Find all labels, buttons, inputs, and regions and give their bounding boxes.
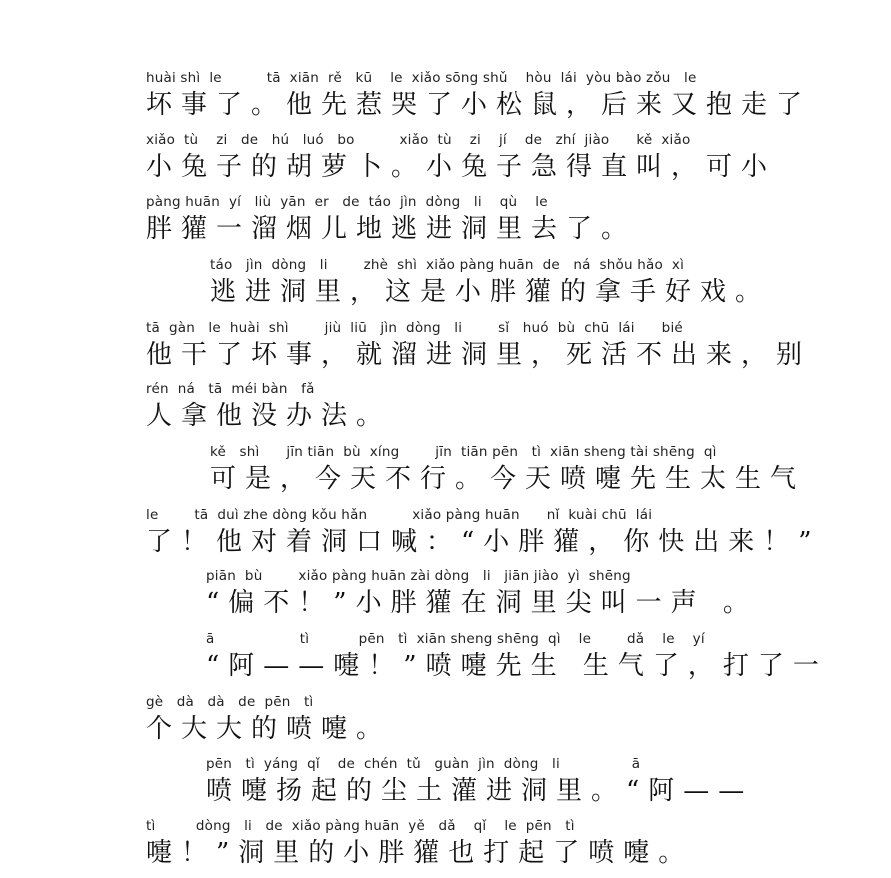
pinyin-line: gè dà dà de pēn tì <box>146 694 314 710</box>
pinyin-line: pàng huān yí liù yān er de táo jìn dòng li qù le <box>146 194 548 210</box>
hanzi-line: 个大大的喷嚏。 <box>146 714 392 744</box>
hanzi-line: 他干了坏事，就溜进洞里，死活不出来，别 <box>146 340 812 370</box>
hanzi-line: 嚏！”洞里的小胖獾也打起了喷嚏。 <box>146 838 694 868</box>
pinyin-line: le tā duì zhe dòng kǒu hǎn xiǎo pàng huān nǐ kuài chū lái <box>146 507 653 523</box>
pinyin-line: ā tì pēn tì xiān sheng shēng qì le dǎ le yí <box>206 631 705 647</box>
pinyin-line: piān bù xiǎo pàng huān zài dòng li jiān jiào yì shēng <box>206 568 631 584</box>
hanzi-line: 可是，今天不行。今天喷嚏先生太生气 <box>210 464 806 494</box>
hanzi-line: 逃进洞里，这是小胖獾的拿手好戏。 <box>210 277 771 307</box>
hanzi-line: 坏事了。他先惹哭了小松鼠，后来又抱走了 <box>146 90 812 120</box>
pinyin-line: huài shì le tā xiān rě kū le xiǎo sōng shǔ hòu lái yòu bào zǒu le <box>146 70 697 86</box>
hanzi-line: “阿——嚏！”喷嚏先生 生气了，打了一 <box>206 651 828 681</box>
pinyin-line: tì dòng li de xiǎo pàng huān yě dǎ qǐ le pēn tì <box>146 818 575 834</box>
pinyin-line: táo jìn dòng li zhè shì xiǎo pàng huān de ná shǒu hǎo xì <box>210 257 685 273</box>
hanzi-line: 喷嚏扬起的尘土灌进洞里。“阿—— <box>206 776 754 806</box>
hanzi-line: “偏不！”小胖獾在洞里尖叫一声 。 <box>206 588 758 618</box>
hanzi-line: 小兔子的胡萝卜。小兔子急得直叫，可小 <box>146 152 777 182</box>
pinyin-line: kě shì jīn tiān bù xíng jīn tiān pēn tì xiān sheng tài shēng qì <box>210 444 717 460</box>
hanzi-line: 人拿他没办法。 <box>146 401 392 431</box>
hanzi-line: 胖獾一溜烟儿地逃进洞里去了。 <box>146 214 637 244</box>
pinyin-line: pēn tì yáng qǐ de chén tǔ guàn jìn dòng li ā <box>206 756 641 772</box>
pinyin-line: tā gàn le huài shì jiù liū jìn dòng li sǐ huó bù chū lái bié <box>146 320 683 336</box>
pinyin-line: xiǎo tù zi de hú luó bo xiǎo tù zi jí de zhí jiào kě xiǎo <box>146 132 691 148</box>
hanzi-line: 了！他对着洞口喊：“小胖獾，你快出来！” <box>146 527 821 557</box>
pinyin-line: rén ná tā méi bàn fǎ <box>146 381 315 397</box>
